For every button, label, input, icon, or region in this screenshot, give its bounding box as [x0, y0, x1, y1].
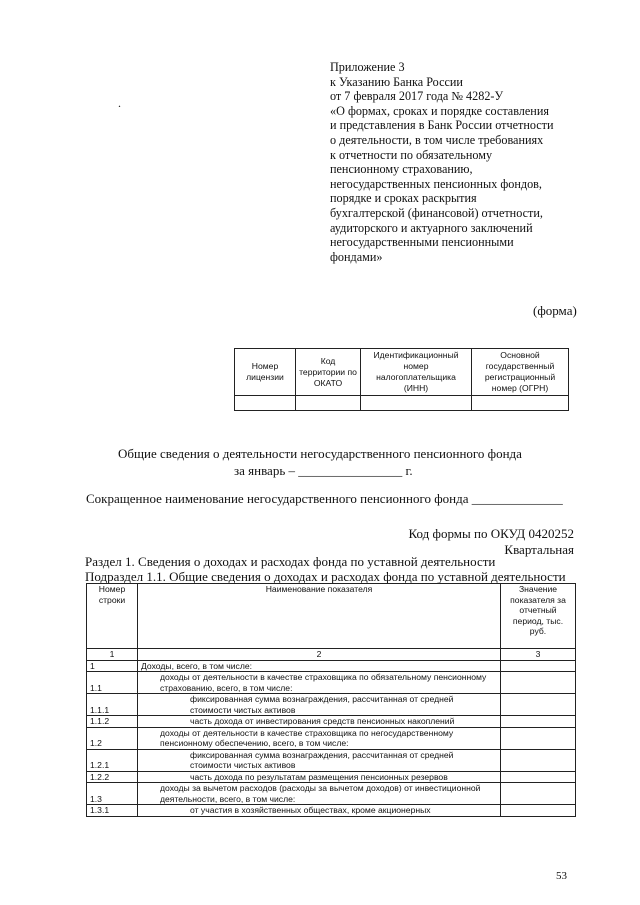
indicator-name: фиксированная сумма вознаграждения, рассчитанная от средней стоимости чистых активов [138, 694, 501, 716]
row-number: 1.3 [87, 783, 138, 805]
row-number: 1.2 [87, 727, 138, 749]
value-header: Значение показателя за отчетный период, тыс. руб. [501, 584, 576, 649]
page-number: 53 [556, 870, 567, 882]
row-number: 1.1.1 [87, 694, 138, 716]
row-number-header: Номер строки [87, 584, 138, 649]
okud-code: Код формы по ОКУД 0420252 [408, 526, 574, 541]
indicator-name: фиксированная сумма вознаграждения, рассчитанная от средней стоимости чистых активов [138, 749, 501, 771]
header-line: негосударственных пенсионных фондов, [330, 176, 542, 191]
table-body [87, 660, 576, 816]
table-row [87, 805, 576, 817]
header-line: аудиторского и актуарного заключений [330, 220, 533, 235]
column-number: 3 [501, 649, 576, 661]
report-title: Общие сведения о деятельности негосударственного пенсионного фонда [118, 446, 522, 461]
indicator-name-header: Наименование показателя [138, 584, 501, 649]
header-line: негосударственными пенсионными [330, 235, 514, 250]
indicator-name: от участия в хозяйственных обществах, кроме акционерных [138, 805, 501, 817]
inn-header: Идентификационный номер налогоплательщика (ИНН) [361, 349, 472, 396]
subsection-title: Подраздел 1.1. Общие сведения о доходах и расходах фонда по уставной деятельности [85, 569, 566, 584]
indicator-value-cell[interactable] [501, 694, 576, 716]
row-number: 1.2.2 [87, 771, 138, 783]
indicator-value-cell[interactable] [501, 749, 576, 771]
report-period: за январь – ________________ г. [234, 463, 413, 478]
stray-dot: . [118, 96, 121, 110]
indicator-value-cell[interactable] [501, 771, 576, 783]
table-row [87, 727, 576, 749]
indicator-name: часть дохода по результатам размещения пенсионных резервов [138, 771, 501, 783]
ogrn-cell[interactable] [472, 396, 569, 411]
row-number: 1 [87, 660, 138, 672]
okato-code-cell[interactable] [296, 396, 361, 411]
header-line: пенсионному страхованию, [330, 162, 473, 177]
identification-header-row [235, 349, 569, 396]
row-number: 1.1 [87, 672, 138, 694]
table-row [87, 771, 576, 783]
table-row [87, 672, 576, 694]
identification-value-row [235, 396, 569, 411]
appendix-header [330, 60, 590, 264]
identification-table [234, 348, 569, 411]
table-row [87, 694, 576, 716]
indicator-value-cell[interactable] [501, 672, 576, 694]
indicator-value-cell[interactable] [501, 805, 576, 817]
ogrn-header: Основной государственный регистрационный номер (ОГРН) [472, 349, 569, 396]
header-line: фондами» [330, 249, 383, 264]
income-expense-table [86, 583, 576, 817]
header-line: бухгалтерской (финансовой) отчетности, [330, 205, 543, 220]
fund-short-name-line: Сокращенное наименование негосударственного пенсионного фонда ______________ [86, 491, 563, 506]
table-row [87, 783, 576, 805]
indicator-name: доходы от деятельности в качестве страховщика по негосударственному пенсионному обеспечению, всего, в том числе: [138, 727, 501, 749]
header-line: к Указанию Банка России [330, 74, 463, 89]
table-header-row [87, 584, 576, 649]
license-number-header: Номер лицензии [235, 349, 296, 396]
indicator-name: доходы за вычетом расходов (расходы за вычетом доходов) от инвестиционной деятельности, всего, в том числе: [138, 783, 501, 805]
row-number: 1.1.2 [87, 716, 138, 728]
row-number: 1.2.1 [87, 749, 138, 771]
form-label: (форма) [533, 303, 577, 318]
license-number-cell[interactable] [235, 396, 296, 411]
periodicity: Квартальная [504, 542, 574, 557]
inn-cell[interactable] [361, 396, 472, 411]
header-line: Приложение 3 [330, 60, 405, 74]
column-number-row [87, 649, 576, 661]
indicator-name: часть дохода от инвестирования средств пенсионных накоплений [138, 716, 501, 728]
column-number: 1 [87, 649, 138, 661]
header-line: о деятельности, в том числе требованиях [330, 132, 544, 147]
table-row [87, 749, 576, 771]
indicator-value-cell[interactable] [501, 727, 576, 749]
table-row [87, 660, 576, 672]
table-row [87, 716, 576, 728]
indicator-value-cell[interactable] [501, 716, 576, 728]
section-title: Раздел 1. Сведения о доходах и расходах фонда по уставной деятельности [85, 554, 496, 569]
header-line: от 7 февраля 2017 года № 4282-У [330, 89, 504, 104]
column-number: 2 [138, 649, 501, 661]
header-line: к отчетности по обязательному [330, 147, 493, 162]
row-number: 1.3.1 [87, 805, 138, 817]
okato-code-header: Код территории по ОКАТО [296, 349, 361, 396]
header-line: «О формах, сроках и порядке составления [330, 103, 549, 118]
indicator-name: доходы от деятельности в качестве страховщика по обязательному пенсионному страхованию, всего, в том числе: [138, 672, 501, 694]
header-line: порядке и сроках раскрытия [330, 191, 477, 206]
indicator-value-cell[interactable] [501, 783, 576, 805]
indicator-value-cell[interactable] [501, 660, 576, 672]
indicator-name: Доходы, всего, в том числе: [138, 660, 501, 672]
header-line: и представления в Банк России отчетности [330, 118, 554, 133]
